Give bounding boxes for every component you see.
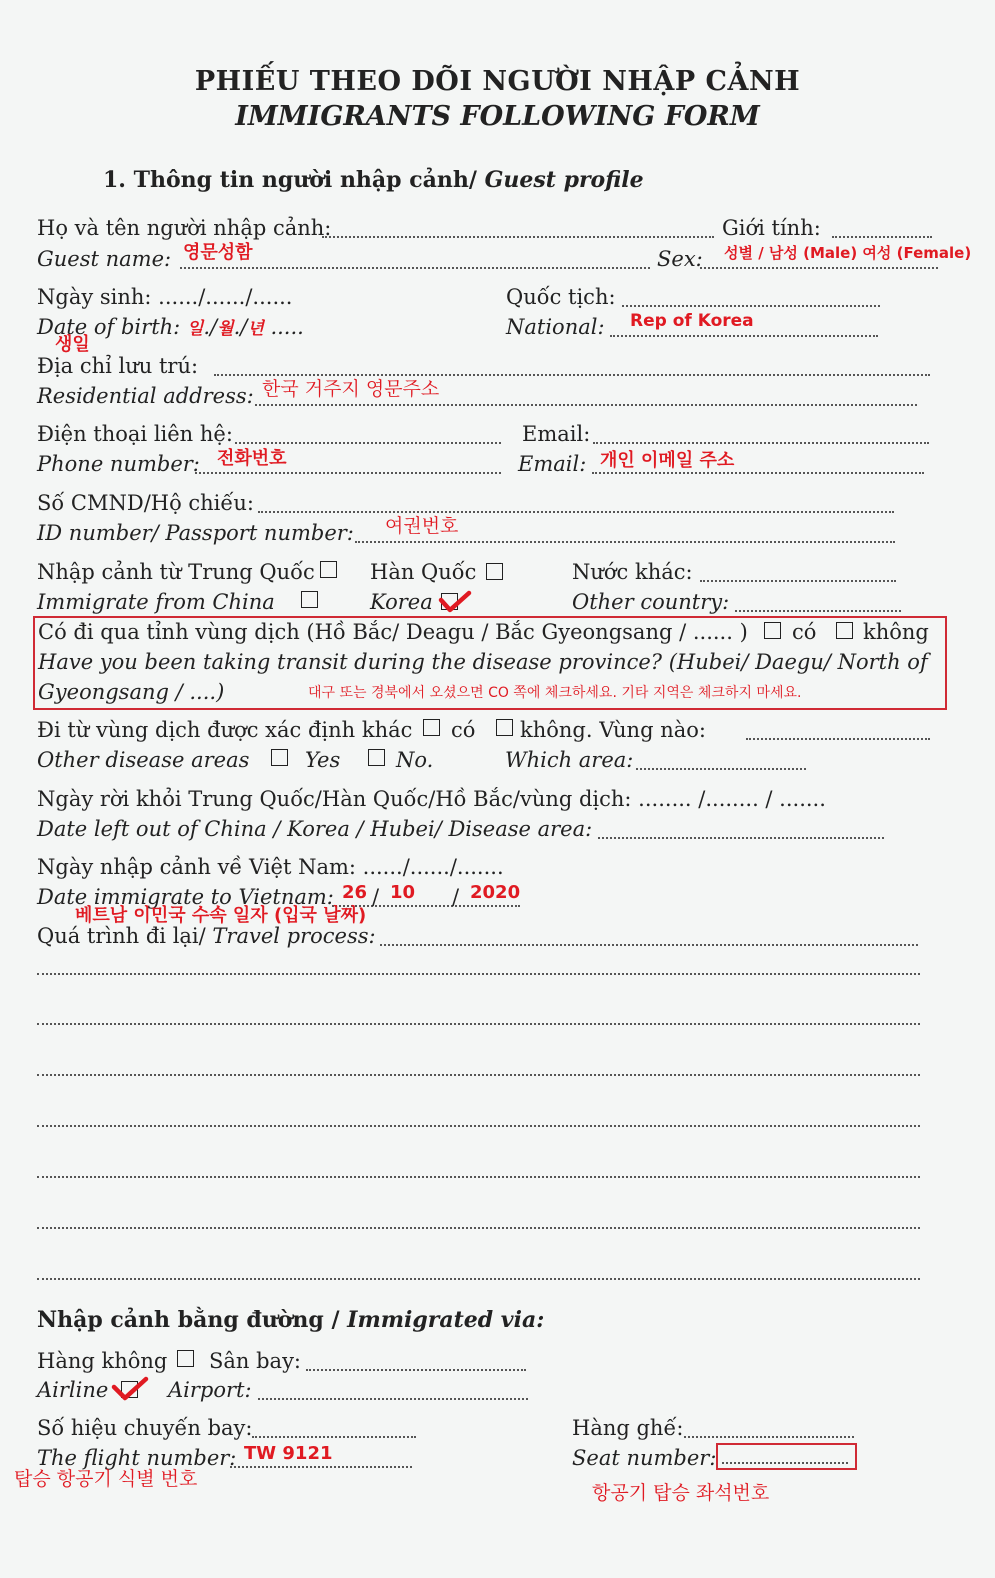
which-area-en: Which area: xyxy=(505,748,634,772)
other-area-dots-vi xyxy=(746,738,930,740)
other-country-dots-vi xyxy=(700,580,896,582)
travel-line[interactable] xyxy=(37,1278,920,1280)
phone-dots-vi xyxy=(235,442,501,444)
dob-en-text: Date of birth: xyxy=(37,315,181,339)
airline-label-vi: Hàng không xyxy=(37,1349,168,1373)
from-china-checkbox[interactable] xyxy=(301,591,318,608)
phone-field[interactable] xyxy=(195,472,501,474)
from-korea-checkbox-vi[interactable] xyxy=(486,563,503,580)
airline-checkmark-icon xyxy=(111,1376,149,1402)
from-china-vi: Nhập cảnh từ Trung Quốc xyxy=(37,560,315,584)
travel-line[interactable] xyxy=(37,1176,920,1178)
name-value: 영문성함 xyxy=(183,242,253,263)
seat-note: 항공기 탑승 좌석번호 xyxy=(592,1482,770,1504)
phone-label-vi: Điện thoại liên hệ: xyxy=(37,422,233,446)
nat-label-en: National: xyxy=(506,315,605,339)
from-china-en: Immigrate from China xyxy=(37,590,275,614)
sex-dots-vi xyxy=(832,236,932,238)
sex-field[interactable] xyxy=(700,267,938,269)
transit-yes-checkbox[interactable] xyxy=(764,622,781,639)
dob-dots: ..... xyxy=(270,315,304,339)
flight-dots-vi xyxy=(252,1436,416,1438)
seat-label-en: Seat number: xyxy=(572,1446,717,1470)
nat-dots-vi xyxy=(622,305,880,307)
name-label-vi: Họ và tên người nhập cảnh: xyxy=(37,216,332,240)
email-dots-vi xyxy=(593,442,929,444)
other-area-no-vi: không. Vùng nào: xyxy=(520,718,706,742)
addr-field[interactable] xyxy=(255,404,917,406)
dob-day: 일 xyxy=(186,319,204,339)
seat-dots-en xyxy=(722,1462,848,1464)
form-title-en: IMMIGRANTS FOLLOWING FORM xyxy=(235,101,760,132)
name-label-en: Guest name: xyxy=(37,247,172,271)
travel-label-en: Travel process: xyxy=(212,924,376,948)
transit-note: 대구 또는 경북에서 오셨으면 CO 쪽에 체크하세요. 기타 지역은 체크하지 마세요. xyxy=(308,685,802,701)
other-area-yes-vi: có xyxy=(451,718,476,742)
travel-line[interactable] xyxy=(37,1227,920,1229)
sex-label-vi: Giới tính: xyxy=(722,216,821,240)
nat-field[interactable] xyxy=(610,335,878,337)
id-dots-vi xyxy=(258,511,894,513)
travel-label xyxy=(37,924,376,948)
other-area-no-checkbox-vi[interactable] xyxy=(496,719,513,736)
form-title-vi: PHIẾU THEO DÕI NGƯỜI NHẬP CẢNH xyxy=(194,66,801,97)
date-immigrate-year: 2020 xyxy=(470,882,521,903)
via-heading-en: Immigrated via: xyxy=(347,1307,545,1333)
from-korea-vi: Hàn Quốc xyxy=(370,560,477,584)
seat-dots-vi xyxy=(684,1436,854,1438)
other-area-yes-checkbox[interactable] xyxy=(271,749,288,766)
travel-line[interactable] xyxy=(37,1074,920,1076)
date-immigrate-note: 베트남 이민국 수속 일자 (입국 날짜) xyxy=(75,905,367,926)
other-area-en: Other disease areas xyxy=(37,748,250,772)
date-immigrate-en: Date immigrate to Vietnam: xyxy=(37,885,334,909)
id-label-vi: Số CMND/Hộ chiếu: xyxy=(37,491,254,515)
via-heading xyxy=(37,1308,544,1332)
sex-label-en: Sex: xyxy=(657,247,703,271)
from-other-en: Other country: xyxy=(572,590,730,614)
id-label-en: ID number/ Passport number: xyxy=(37,521,354,545)
airline-checkbox-vi[interactable] xyxy=(177,1350,194,1367)
section-heading-en: Guest profile xyxy=(484,167,644,193)
dob-month: 월 xyxy=(217,319,234,339)
seat-label-vi: Hàng ghế: xyxy=(572,1416,684,1440)
addr-dots-vi xyxy=(214,374,930,376)
which-area-field[interactable] xyxy=(636,768,806,770)
other-area-vi: Đi từ vùng dịch được xác định khác xyxy=(37,718,413,742)
travel-label-vi: Quá trình đi lại/ xyxy=(37,924,206,948)
sex-value: 성별 / 남성 (Male) 여성 (Female) xyxy=(724,244,972,262)
section-heading xyxy=(103,168,644,192)
seat-field[interactable] xyxy=(716,1443,857,1470)
from-korea-en: Korea xyxy=(370,590,433,614)
flight-label-vi: Số hiệu chuyến bay: xyxy=(37,1416,253,1440)
name-field[interactable] xyxy=(180,267,650,269)
date-immigrate-month: 10 xyxy=(390,882,416,903)
id-value: 여권번호 xyxy=(385,515,459,537)
airport-label-vi: Sân bay: xyxy=(209,1349,302,1373)
dob-year: 년 xyxy=(247,319,264,339)
date-immigrate-sep: / xyxy=(452,885,460,909)
email-label-en: Email: xyxy=(518,452,587,476)
airport-field[interactable] xyxy=(258,1398,528,1400)
transit-question-vi: Có đi qua tỉnh vùng dịch (Hồ Bắc/ Deagu / Bắc Gyeongsang / ...... ) xyxy=(38,620,748,644)
addr-value: 한국 거주지 영문주소 xyxy=(262,378,440,400)
from-other-vi: Nước khác: xyxy=(572,560,693,584)
flight-field[interactable] xyxy=(230,1466,412,1468)
date-immigrate-vi: Ngày nhập cảnh về Việt Nam: ....../....../....... xyxy=(37,855,504,879)
section-heading-vi: 1. Thông tin người nhập cảnh/ xyxy=(103,167,477,193)
airport-label-en: Airport: xyxy=(168,1378,252,1402)
other-country-field[interactable] xyxy=(735,610,901,612)
flight-note: 탑승 항공기 식별 번호 xyxy=(14,1468,198,1490)
dob-note: 생일 xyxy=(55,334,90,355)
nat-label-vi: Quốc tịch: xyxy=(506,285,616,309)
travel-line[interactable] xyxy=(37,1125,920,1127)
addr-label-vi: Địa chỉ lưu trú: xyxy=(37,354,199,378)
date-left-en: Date left out of China / Korea / Hubei/ Disease area: xyxy=(37,817,593,841)
transit-yes-label: có xyxy=(792,620,817,644)
dob-label-vi: Ngày sinh: ....../....../...... xyxy=(37,285,293,309)
id-field[interactable] xyxy=(355,541,895,543)
date-left-field[interactable] xyxy=(598,837,884,839)
flight-label-en: The flight number: xyxy=(37,1446,237,1470)
travel-line[interactable] xyxy=(37,1023,920,1025)
airline-label-en: Airline xyxy=(37,1378,109,1402)
other-area-yes-checkbox-vi[interactable] xyxy=(423,719,440,736)
date-immigrate-sep: / xyxy=(372,885,380,909)
date-immigrate-day: 26 xyxy=(342,882,368,903)
addr-label-en: Residential address: xyxy=(37,384,254,408)
transit-question-en-2: Gyeongsang / ....) xyxy=(38,680,225,704)
korea-checkmark-icon xyxy=(438,590,472,614)
travel-field[interactable] xyxy=(380,944,918,946)
email-value: 개인 이메일 주소 xyxy=(600,450,735,471)
flight-value: TW 9121 xyxy=(244,1443,333,1464)
other-area-yes-en: Yes xyxy=(305,748,341,772)
transit-no-label: không xyxy=(863,620,929,644)
other-area-no-checkbox[interactable] xyxy=(368,749,385,766)
travel-line[interactable] xyxy=(37,973,920,975)
via-heading-vi: Nhập cảnh bằng đường / xyxy=(37,1307,340,1333)
from-china-checkbox-vi[interactable] xyxy=(320,561,337,578)
transit-no-checkbox[interactable] xyxy=(836,622,853,639)
dob-sep: ./ xyxy=(203,315,218,339)
transit-question-en-1: Have you been taking transit during the disease province? (Hubei/ Daegu/ North of xyxy=(38,650,928,674)
email-label-vi: Email: xyxy=(522,422,591,446)
airport-dots-vi xyxy=(306,1369,526,1371)
other-area-no-en: No. xyxy=(396,748,434,772)
name-dots-vi xyxy=(322,236,714,238)
phone-value: 전화번호 xyxy=(217,448,287,469)
dob-sep: ./ xyxy=(233,315,248,339)
nat-value: Rep of Korea xyxy=(630,311,754,331)
date-left-vi: Ngày rời khỏi Trung Quốc/Hàn Quốc/Hồ Bắc/vùng dịch: ........ /........ / ....... xyxy=(37,787,826,811)
phone-label-en: Phone number: xyxy=(37,452,200,476)
